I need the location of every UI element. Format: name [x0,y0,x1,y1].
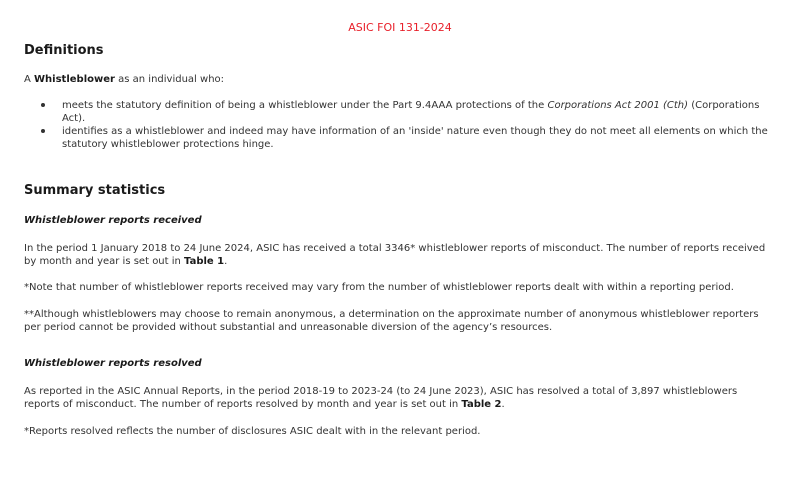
definition-bullet-1 [24,99,784,125]
resolved-note-1: *Reports resolved reflects the number of disclosures ASIC dealt with in the relevant period. [24,426,481,437]
received-text-end: . [224,256,228,267]
resolved-paragraph [24,385,774,411]
bullet-text: identifies as a whistleblower and indeed may have information of an 'inside' nature even though they do not meet all elements on which the statutory whistleblower protections hinge. [62,126,768,150]
received-text: In the period 1 January 2018 to 24 June 2024, ASIC has received a total 3346* whistleblower reports of misconduct. The number of reports received by month and year is set out in [24,243,766,267]
bullet-text: meets the statutory definition of being a whistleblower under the Part 9.4AAA protections of the [62,100,548,111]
table-2-reference: Table 2 [461,399,502,410]
resolved-subheading: Whistleblower reports resolved [24,358,202,369]
bullet-text-after: (Corporations Act). [62,100,760,124]
act-name: Corporations Act 2001 (Cth) [547,100,689,111]
received-note-1: *Note that number of whistleblower reports received may vary from the number of whistleblower reports dealt with within a reporting period. [24,282,734,293]
definitions-intro [24,73,774,86]
document-reference: ASIC FOI 131-2024 [348,21,452,34]
definitions-heading: Definitions [24,43,104,58]
intro-suffix: as an individual who: [114,74,225,85]
definition-bullet-2 [24,125,784,151]
received-subheading: Whistleblower reports received [24,215,202,226]
received-paragraph [24,242,774,268]
resolved-text-end: . [501,399,505,410]
resolved-text: As reported in the ASIC Annual Reports, in the period 2018-19 to 2023-24 (to 24 June 2023), ASIC has resolved a total of 3,897 whistleblowers reports of misconduct. The number of reports resolved by month and year is set out in [24,386,738,410]
table-1-reference: Table 1 [184,256,225,267]
definitions-list [24,99,784,151]
summary-heading: Summary statistics [24,183,166,198]
whistleblower-term: Whistleblower [34,74,115,85]
received-note-2: **Although whistleblowers may choose to remain anonymous, a determination on the approximate number of anonymous whistleblower reporters per period cannot be provided without substantial and unreasonable diversion of the agency’s resources. [24,309,759,333]
intro-prefix: A [24,74,35,85]
